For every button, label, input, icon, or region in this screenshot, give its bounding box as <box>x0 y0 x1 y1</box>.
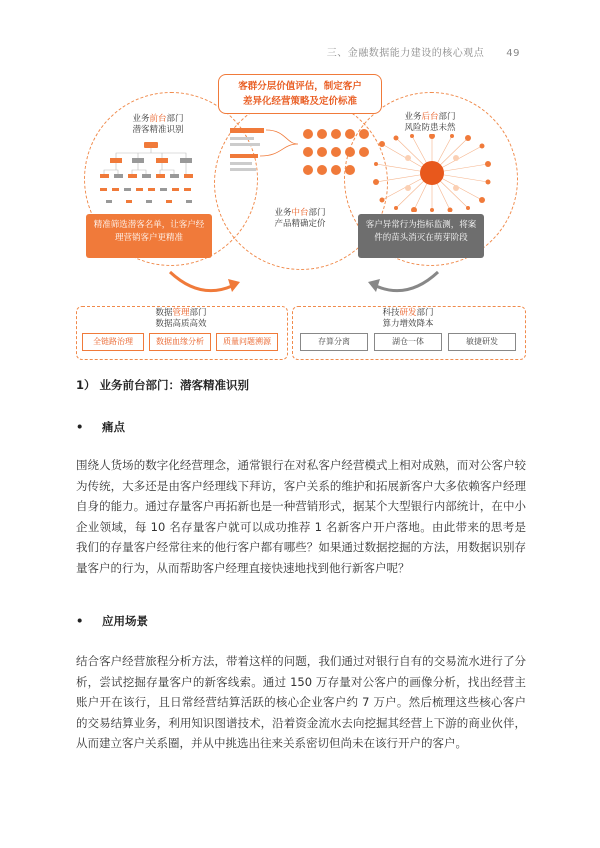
left-label-pre: 业务 <box>132 114 150 124</box>
right-label-pre: 业务 <box>404 112 422 122</box>
chip-agile-rd: 敏捷研发 <box>448 333 516 351</box>
left-panel-post: 部门 <box>189 308 207 318</box>
right-panel-accent: 研发 <box>399 308 417 318</box>
middle-label-pre: 业务 <box>274 208 292 218</box>
left-panel-pre: 数据 <box>155 308 173 318</box>
left-panel-sub: 数据高质高效 <box>155 319 207 329</box>
bullet-pain-points-label: 痛点 <box>102 420 125 434</box>
left-label-sub: 潜客精准识别 <box>132 125 184 135</box>
right-label-post: 部门 <box>438 112 456 122</box>
bullet-pain-points <box>76 419 125 435</box>
left-label-post: 部门 <box>166 114 184 124</box>
bullet-scenario-label: 应用场景 <box>102 614 148 628</box>
page-number: 49 <box>506 48 520 59</box>
left-label-accent: 前台 <box>149 114 167 124</box>
left-benefit-box: 精准筛选潜客名单，让客户经理营销客户更精准 <box>86 214 212 258</box>
right-label-sub: 风险防患未然 <box>404 123 456 133</box>
data-management-title <box>131 308 231 330</box>
header-title: 三、金融数据能力建设的核心观点 <box>326 48 485 59</box>
top-callout-line-1: 客群分层价值评估，制定客户 <box>238 81 362 92</box>
paragraph-pain-points: 围绕人货场的数字化经营理念，通常银行在对私客户经营模式上相对成熟，而对公客户较为传统，大多还是由客户经理线下拜访，客户关系的维护和拓展新客户大多依赖客户经理自身的能力。通过存量客户再拓新也是一种营销形式，据某个大型银行内部统计，在中小企业领域，每 10 名存量客户就可以成功推荐 1 名新客户开户落地。由此带来的思考是我们的存量客户经常往来的他行客户都有哪些？如果通过数据挖掘的方法，用数据识别存量客户的行为，从而帮助客户经理直接快速地找到他行新客户呢？ <box>76 458 526 575</box>
bullet-scenario <box>76 613 148 629</box>
middle-label-post: 部门 <box>308 208 326 218</box>
tech-rd-title <box>358 308 458 330</box>
middle-label-accent: 中台 <box>291 208 309 218</box>
chip-storage-compute-separation: 存算分离 <box>300 333 368 351</box>
right-panel-pre: 科技 <box>382 308 400 318</box>
chip-quality-tracing: 质量问题溯源 <box>216 333 278 351</box>
chip-full-chain-governance: 全链路治理 <box>82 333 144 351</box>
right-panel-post: 部门 <box>416 308 434 318</box>
paragraph-scenario: 结合客户经营旅程分析方法，带着这样的问题，我们通过对银行自有的交易流水进行了分析，尝试挖掘存量客户的新客线索。通过 150 万存量对公客户的画像分析，找出经营主账户开在该行，且日常经营结算活跃的核心企业客户约 7 万户。然后梳理这些核心客户的交易结算业务，利用知识图谱技术，沿着资金流水去向挖掘其经营上下游的商业伙伴，从而建立客户关系圈，并从中挑选出往来关系密切但尚未在该行开户的客户。 <box>76 654 526 750</box>
right-benefit-box: 客户异常行为指标监测，将案件的苗头消灭在萌芽阶段 <box>358 214 484 258</box>
right-panel-sub: 算力增效降本 <box>382 319 434 329</box>
section-title: 1） 业务前台部门：潜客精准识别 <box>76 378 250 392</box>
bullet-dot: • <box>76 420 84 434</box>
left-panel-accent: 管理 <box>172 308 190 318</box>
bullet-dot: • <box>76 614 84 628</box>
bidirectional-arrows <box>0 0 600 320</box>
chip-lakehouse: 湖仓一体 <box>374 333 442 351</box>
chip-lineage-analysis: 数据血缘分析 <box>149 333 211 351</box>
middle-label-sub: 产品精确定价 <box>274 219 326 229</box>
right-label-accent: 后台 <box>421 112 439 122</box>
top-callout-line-2: 差异化经营策略及定价标准 <box>242 96 357 107</box>
